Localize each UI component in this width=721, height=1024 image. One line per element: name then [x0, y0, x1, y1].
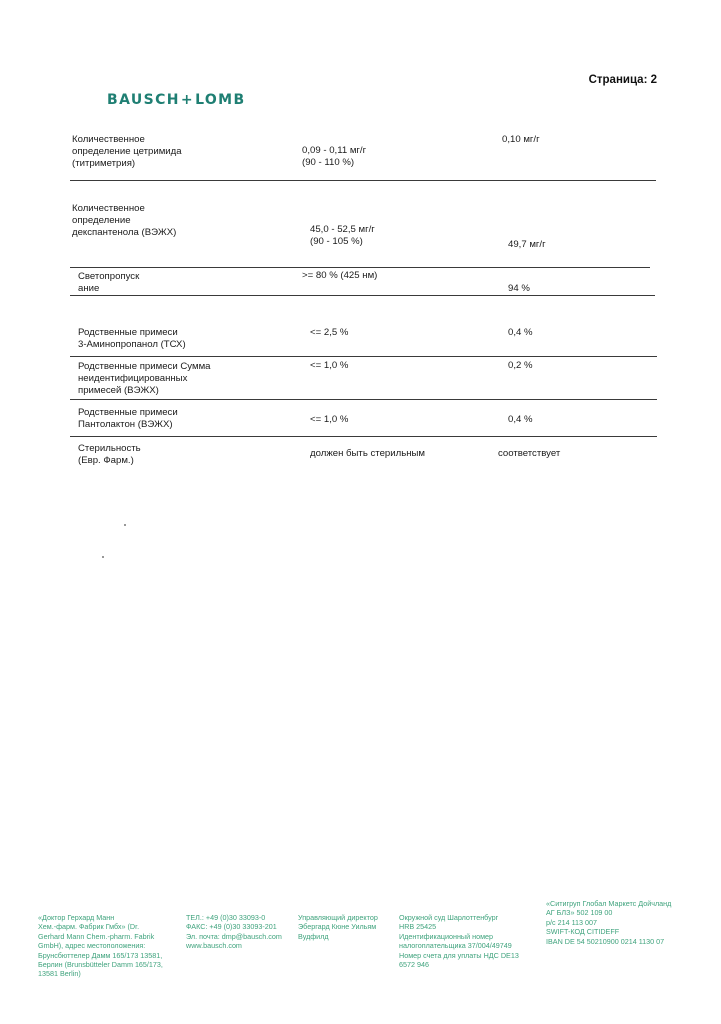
row-6-result: 0,4 %: [508, 414, 533, 425]
logo-right-text: LOMB: [195, 92, 246, 108]
row-divider: [70, 267, 650, 268]
row-5-result: 0,2 %: [508, 360, 533, 371]
row-3-test: Светопропуск ание: [78, 271, 140, 294]
footer-directors: Управляющий директор Эбергард Кюне Уильям Вудфилд: [298, 913, 378, 941]
bausch-lomb-logo: [107, 92, 246, 108]
footer-company-name: «Доктор Герхард Манн Хем.-фарм. Фабрик Гмбх» (Dr. Gerhard Mann Chem.-pharm. Fabrik GmbH): [38, 913, 155, 951]
row-divider: [70, 295, 655, 296]
row-7-test: Стерильность (Евр. Фарм.): [78, 443, 141, 466]
row-5-spec: <= 1,0 %: [310, 360, 349, 371]
row-4-spec: <= 2,5 %: [310, 327, 349, 338]
row-5-test: Родственные примеси Сумма неидентифицированных примесей (ВЭЖХ): [78, 361, 211, 396]
row-2-test: Количественное определение декспантенола (ВЭЖХ): [72, 203, 177, 238]
row-divider: [70, 180, 656, 181]
scan-speck: [124, 524, 126, 526]
row-2-spec: 45,0 - 52,5 мг/г (90 - 105 %): [310, 224, 375, 247]
row-2-result: 49,7 мг/г: [508, 239, 546, 250]
row-3-result: 94 %: [508, 283, 530, 294]
row-1-test: Количественное определение цетримида (титриметрия): [72, 134, 182, 169]
row-7-spec: должен быть стерильным: [310, 448, 425, 459]
footer-bank: «Ситигруп Глобал Маркетс Дойчланд АГ БЛЗ» 502 109 00 р/с 214 113 007 SWIFT-КОД CITIDEFF IBAN DE 54 50210900 0214 1130 07: [546, 899, 672, 946]
row-7-result: соответствует: [498, 448, 561, 459]
row-divider: [70, 436, 657, 437]
row-4-result: 0,4 %: [508, 327, 533, 338]
row-4-test: Родственные примеси 3-Аминопропанол (ТСХ): [78, 327, 186, 350]
footer-registry: Окружной суд Шарлоттенбург HRB 25425 Идентификационный номер налогоплательщика 37/004/49749 Номер счета для уплаты НДС DE13 6572 946: [399, 913, 519, 970]
footer-company-address: , адрес местоположения: Брунсбюттелер Дамм 165/173 13581, Берлин (Brunsbütteler Damm 165/173, 13581 Berlin): [38, 941, 163, 979]
row-6-spec: <= 1,0 %: [310, 414, 349, 425]
row-1-spec: 0,09 - 0,11 мг/г (90 - 110 %): [302, 145, 367, 168]
footer-company-block: [38, 913, 178, 979]
row-1-result: 0,10 мг/г: [502, 134, 540, 145]
logo-left-text: BAUSCH: [107, 92, 180, 108]
row-divider: [70, 399, 657, 400]
row-divider: [70, 356, 657, 357]
scan-speck: [102, 556, 104, 558]
logo-plus-glyph: +: [180, 92, 195, 108]
page-number: Страница: 2: [588, 74, 657, 86]
footer-contacts: ТЕЛ.: +49 (0)30 33093-0 ФАКС: +49 (0)30 33093-201 Эл. почта: dmp@bausch.com www.bausch.com: [186, 913, 282, 951]
row-6-test: Родственные примеси Пантолактон (ВЭЖХ): [78, 407, 178, 430]
row-3-spec: >= 80 % (425 нм): [302, 270, 378, 281]
